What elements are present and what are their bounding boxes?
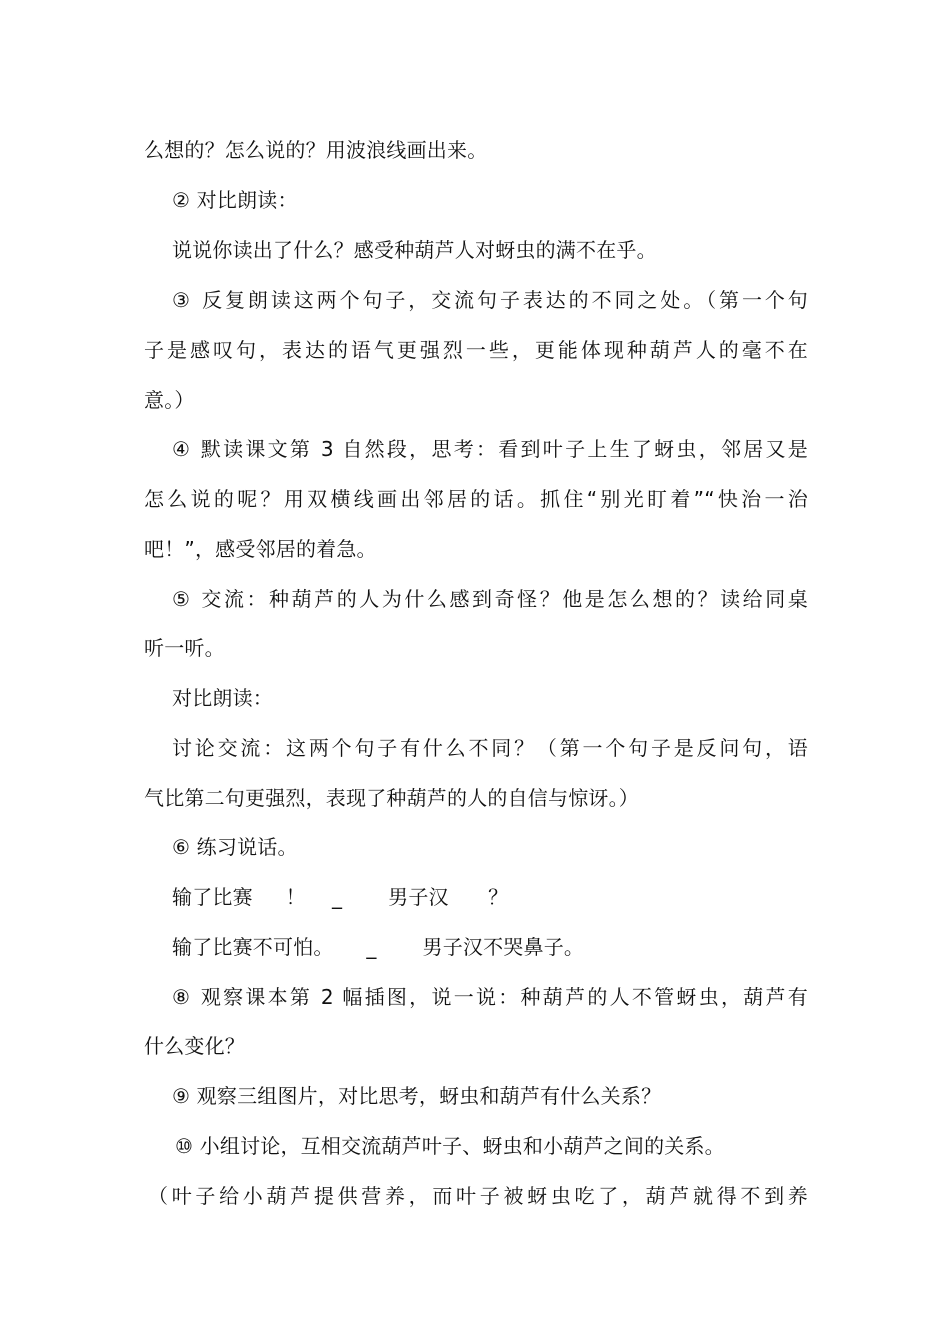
text-line: 听一听。 [144,636,225,660]
text-line: 什么变化？ [144,1034,245,1058]
text-line: （叶子给小葫芦提供营养，而叶子被蚜虫吃了，葫芦就得不到养 [148,1184,808,1208]
text-line: 讨论交流：这两个句子有什么不同？（第一个句子是反问句，语 [172,736,808,760]
text-line: ⑧ 观察课本第 2 幅插图，说一说：种葫芦的人不管蚜虫，葫芦有 [172,985,808,1009]
text-line: 怎么说的呢？用双横线画出邻居的话。抓住“别光盯着”“快治一治 [144,487,808,511]
text-line: ④ 默读课文第 3 自然段，思考：看到叶子上生了蚜虫，邻居又是 [172,437,808,461]
text-line: 意。） [144,388,195,412]
text-line: 输了比赛不可怕。 _ 男子汉不哭鼻子。 [172,935,585,959]
text-line: ③ 反复朗读这两个句子，交流句子表达的不同之处。（第一个句 [172,288,808,312]
text-line: 吧！”，感受邻居的着急。 [144,537,377,561]
text-line: ⑤ 交流：种葫芦的人为什么感到奇怪？他是怎么想的？读给同桌 [172,587,808,611]
text-line: 么想的？怎么说的？用波浪线画出来。 [144,138,488,162]
text-line: 说说你读出了什么？感受种葫芦人对蚜虫的满不在乎。 [172,238,657,262]
text-line: ⑩ 小组讨论，互相交流葫芦叶子、蚜虫和小葫芦之间的关系。 [175,1134,725,1158]
text-line: 子是感叹句，表达的语气更强烈一些，更能体现种葫芦人的毫不在 [144,338,808,362]
text-line: ⑨ 观察三组图片，对比思考，蚜虫和葫芦有什么关系？ [172,1084,662,1108]
text-line: ⑥ 练习说话。 [172,835,298,859]
text-line: 对比朗读： [172,686,273,710]
text-line: ② 对比朗读： [172,188,298,212]
text-line: 输了比赛 ！ _ 男子汉 ？ [172,885,509,909]
text-line: 气比第二句更强烈，表现了种葫芦的人的自信与惊讶。） [144,786,639,810]
